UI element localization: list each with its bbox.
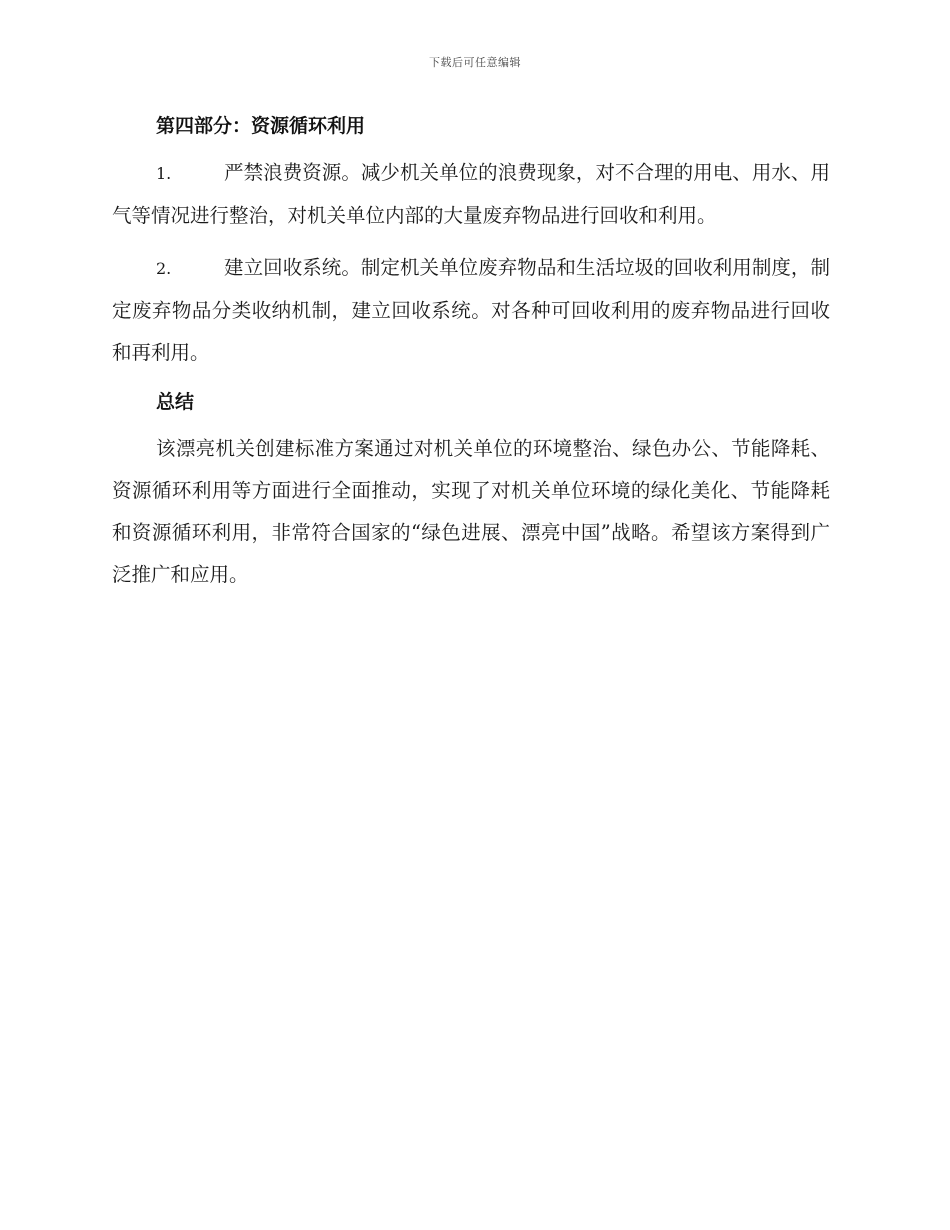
list-item-number: 1. bbox=[156, 164, 172, 183]
list-item bbox=[112, 152, 830, 237]
section-heading: 第四部分：资源循环利用 bbox=[156, 115, 366, 137]
list-item-number: 2. bbox=[156, 259, 172, 278]
list-item-text: 建立回收系统。制定机关单位废弃物品和生活垃圾的回收利用制度，制定废弃物品分类收纳机制，建立回收系统。对各种可回收利用的废弃物品进行回收和再利用。 bbox=[112, 256, 830, 364]
list-item bbox=[112, 247, 830, 374]
summary-heading: 总结 bbox=[156, 391, 195, 413]
list-item-text: 严禁浪费资源。减少机关单位的浪费现象，对不合理的用电、用水、用气等情况进行整治，对机关单位内部的大量废弃物品进行回收和利用。 bbox=[112, 161, 830, 227]
header-note: 下载后可任意编辑 bbox=[429, 56, 521, 69]
summary-paragraph: 该漂亮机关创建标准方案通过对机关单位的环境整治、绿色办公、节能降耗、资源循环利用等方面进行全面推动，实现了对机关单位环境的绿化美化、节能降耗和资源循环利用，非常符合国家的“绿色进展、漂亮中国”战略。希望该方案得到广泛推广和应用。 bbox=[112, 437, 830, 586]
document-body bbox=[112, 108, 830, 606]
